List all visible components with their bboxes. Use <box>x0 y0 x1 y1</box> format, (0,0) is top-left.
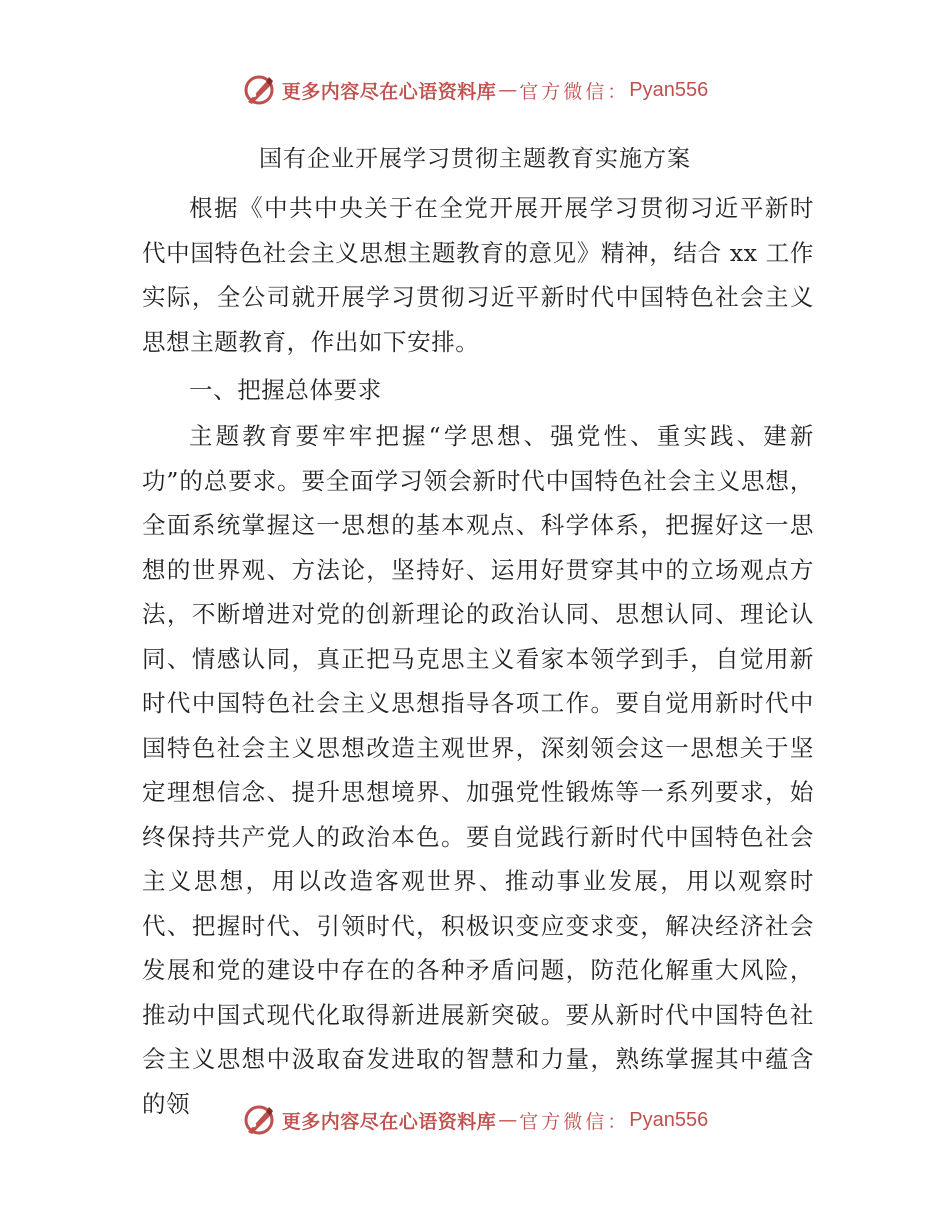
footer-watermark <box>0 1100 950 1140</box>
watermark-main-text: 更多内容尽在心语资料库 <box>281 1110 497 1133</box>
watermark-wechat-id: Pyan556 <box>629 1108 709 1131</box>
header-watermark <box>0 70 950 110</box>
watermark-dash: — <box>498 79 518 101</box>
watermark-main-text: 更多内容尽在心语资料库 <box>281 80 497 103</box>
watermark-dash: — <box>498 1109 518 1131</box>
paragraph-body: 主题教育要牢牢把握“学思想、强党性、重实践、建新功”的总要求。要全面学习领会新时代中国特色社会主义思想，全面系统掌握这一思想的基本观点、科学体系，把握好这一思想的世界观、方法论，坚持好、运用好贯穿其中的立场观点方法，不断增进对党的创新理论的政治认同、思想认同、理论认同、情感认同，真正把马克思主义看家本领学到手，自觉用新时代中国特色社会主义思想指导各项工作。要自觉用新时代中国特色社会主义思想改造主观世界，深刻领会这一思想关于坚定理想信念、提升思想境界、加强党性锻炼等一系列要求，始终保持共产党人的政治本色。要自觉践行新时代中国特色社会主义思想，用以改造客观世界、推动事业发展，用以观察时代、把握时代、引领时代，积极识变应变求变，解决经济社会发展和党的建设中存在的各种矛盾问题，防范化解重大风险，推动中国式现代化取得新进展新突破。要从新时代中国特色社会主义思想中汲取奋发进取的智慧和力量，熟练掌握其中蕴含的领 <box>142 422 814 1118</box>
watermark-wechat-id: Pyan556 <box>629 78 709 101</box>
watermark-sub-label: 官方微信： <box>519 80 630 103</box>
pen-logo-icon <box>242 73 276 107</box>
pen-logo-icon <box>242 1103 276 1137</box>
section-heading: 一、把握总体要求 <box>189 376 382 404</box>
paragraph-intro: 根据《中共中央关于在全党开展开展学习贯彻习近平新时代中国特色社会主义思想主题教育的意见》精神，结合 xx 工作实际，全公司就开展学习贯彻习近平新时代中国特色社会主义思想主题教育，作出如下安排。 <box>142 194 814 356</box>
document-title: 国有企业开展学习贯彻主题教育实施方案 <box>259 146 691 172</box>
watermark-sub-label: 官方微信： <box>519 1110 630 1133</box>
